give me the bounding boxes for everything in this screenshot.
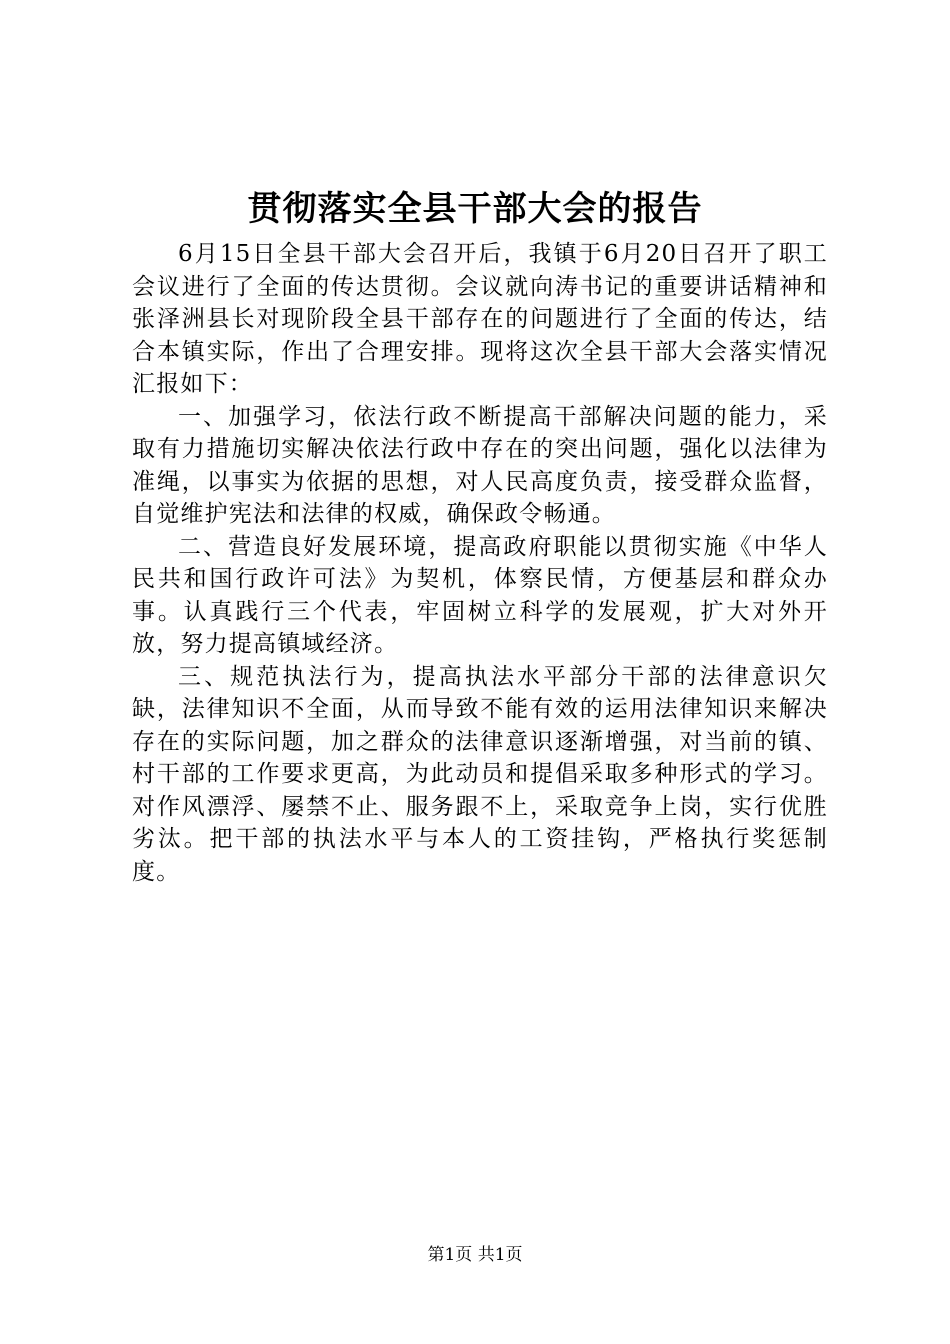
document-body: [132, 238, 828, 888]
paragraph-section-2: 二、营造良好发展环境，提高政府职能以贯彻实施《中华人民共和国行政许可法》为契机，体察民情，方便基层和群众办事。认真践行三个代表，牢固树立科学的发展观，扩大对外开放，努力提高镇域经济。: [132, 533, 828, 657]
paragraph-section-3: 三、规范执法行为，提高执法水平部分干部的法律意识欠缺，法律知识不全面，从而导致不能有效的运用法律知识来解决存在的实际问题，加之群众的法律意识逐渐增强，对当前的镇、村干部的工作要求更高，为此动员和提倡采取多种形式的学习。对作风漂浮、屡禁不止、服务跟不上，采取竞争上岗，实行优胜劣汰。把干部的执法水平与本人的工资挂钩，严格执行奖惩制度。: [132, 663, 828, 885]
paragraph-section-1: 一、加强学习，依法行政不断提高干部解决问题的能力，采取有力措施切实解决依法行政中存在的突出问题，强化以法律为准绳，以事实为依据的思想，对人民高度负责，接受群众监督，自觉维护宪法和法律的权威，确保政令畅通。: [132, 403, 828, 527]
document-title: 贯彻落实全县干部大会的报告: [247, 189, 703, 229]
paragraph-intro: 6月15日全县干部大会召开后，我镇于6月20日召开了职工会议进行了全面的传达贯彻。会议就向涛书记的重要讲话精神和张泽洲县长对现阶段全县干部存在的问题进行了全面的传达，结合本镇实际，作出了合理安排。现将这次全县干部大会落实情况汇报如下：: [132, 241, 828, 397]
page-number-footer: 第1页 共1页: [427, 1245, 523, 1265]
